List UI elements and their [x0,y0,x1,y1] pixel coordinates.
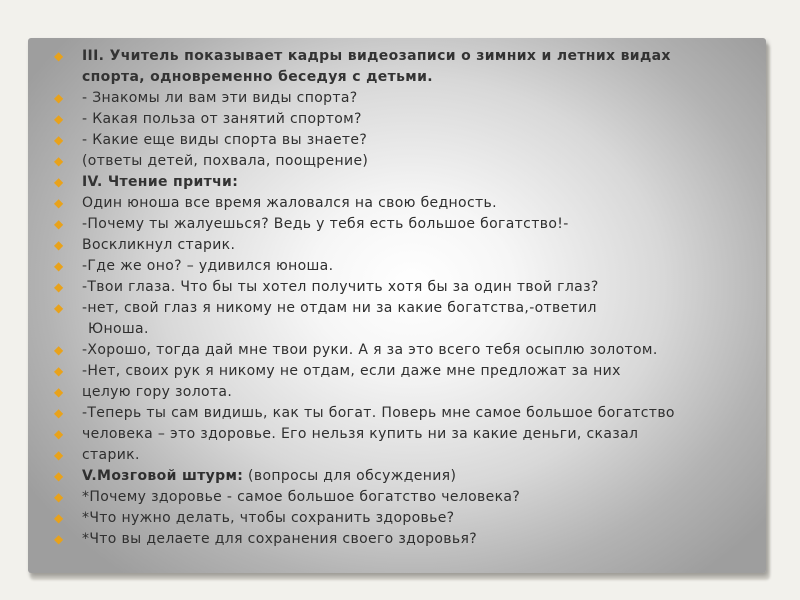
bullet-icon: ◆ [54,406,64,420]
bullet-icon: ◆ [54,427,64,441]
line-text: III. Учитель показывает кадры видеозаписи о зимних и летних видах [82,48,671,64]
bullet-icon: ◆ [54,448,64,462]
bullet-icon: ◆ [54,511,64,525]
text-line [54,508,754,529]
bullet-icon: ◆ [54,343,64,357]
text-line [54,529,754,550]
bullet-icon: ◆ [54,238,64,252]
bullet-icon: ◆ [54,490,64,504]
line-text: целую гору золота. [82,384,233,400]
bullet-icon: ◆ [54,154,64,168]
bullet-icon: ◆ [54,49,64,63]
text-line [54,382,754,403]
slide-text-body [54,46,754,550]
bullet-icon: ◆ [54,280,64,294]
text-line [54,151,754,172]
line-text: -нет, свой глаз я никому не отдам ни за какие богатства,-ответил [82,300,597,316]
line-text: -Нет, своих рук я никому не отдам, если даже мне предложат за них [82,363,621,379]
line-text: -Теперь ты сам видишь, как ты богат. Поверь мне самое большое богатство [82,405,675,421]
line-text: - Какие еще виды спорта вы знаете? [82,132,368,148]
text-line [54,235,754,256]
text-line [54,67,754,88]
text-line [54,130,754,151]
text-line [54,487,754,508]
bullet-icon: ◆ [54,259,64,273]
text-line [54,445,754,466]
text-line [54,46,754,67]
line-text: -Где же оно? – удивился юноша. [82,258,334,274]
bullet-icon: ◆ [54,469,64,483]
slide [28,38,766,573]
text-line [54,214,754,235]
text-line [54,298,754,319]
bullet-icon: ◆ [54,532,64,546]
bullet-icon: ◆ [54,217,64,231]
text-line [54,109,754,130]
line-text: -Твои глаза. Что бы ты хотел получить хотя бы за один твой глаз? [82,279,599,295]
text-line [54,88,754,109]
bullet-icon: ◆ [54,196,64,210]
bullet-icon: ◆ [54,301,64,315]
bullet-icon: ◆ [54,133,64,147]
line-text: Воскликнул старик. [82,237,236,253]
text-line [54,277,754,298]
line-text: *Что нужно делать, чтобы сохранить здоровье? [82,510,455,526]
text-line [54,403,754,424]
line-text: *Почему здоровье - самое большое богатство человека? [82,489,521,505]
line-text: - Какая польза от занятий спортом? [82,111,362,127]
bullet-icon: ◆ [54,385,64,399]
line-text-suffix: (вопросы для обсуждения) [243,468,457,484]
line-text: IV. Чтение притчи: [82,174,239,190]
text-line [54,256,754,277]
line-text: -Почему ты жалуешься? Ведь у тебя есть большое богатство!- [82,216,569,232]
line-text: *Что вы делаете для сохранения своего здоровья? [82,531,478,547]
line-text: (ответы детей, похвала, поощрение) [82,153,369,169]
bullet-icon: ◆ [54,175,64,189]
text-line [54,340,754,361]
text-line [54,319,754,340]
line-text: Один юноша все время жаловался на свою бедность. [82,195,497,211]
text-line [54,361,754,382]
line-text: Юноша. [88,321,149,337]
line-text: старик. [82,447,140,463]
line-text: V.Мозговой штурм: [82,468,244,484]
line-text: -Хорошо, тогда дай мне твои руки. А я за это всего тебя осыплю золотом. [82,342,658,358]
bullet-icon: ◆ [54,364,64,378]
text-line [54,193,754,214]
bullet-icon: ◆ [54,112,64,126]
line-text: спорта, одновременно беседуя с детьми. [82,69,433,85]
text-line [54,172,754,193]
line-text: человека – это здоровье. Его нельзя купить ни за какие деньги, сказал [82,426,639,442]
text-line [54,466,754,487]
text-line [54,424,754,445]
bullet-icon: ◆ [54,91,64,105]
line-text: - Знакомы ли вам эти виды спорта? [82,90,358,106]
